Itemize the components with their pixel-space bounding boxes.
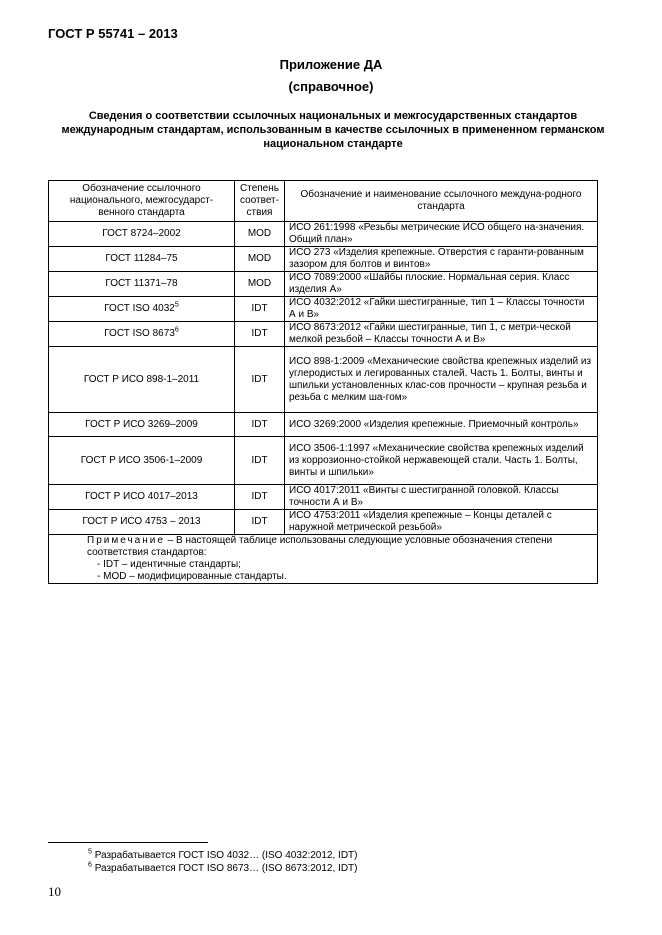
appendix-heading: Сведения о соответствии ссылочных национальных и межгосударственных стандартов международным стандартам, использованным в качестве ссылочных в примененном германском национальном стандарте: [61, 110, 605, 150]
footnote-number: 5: [88, 848, 92, 856]
table-row: [49, 485, 598, 510]
table-row: [49, 222, 598, 247]
header-degree: Степень соответ-ствия: [235, 181, 285, 222]
international-standard-cell: ИСО 8673:2012 «Гайки шестигранные, тип 1, с метри-ческой мелкой резьбой – Классы точности А и В»: [285, 322, 598, 347]
note-row: [49, 535, 598, 584]
table-row: [49, 437, 598, 485]
national-standard-code: ГОСТ Р ИСО 4017–2013: [85, 491, 198, 502]
international-standard-cell: ИСО 3506-1:1997 «Механические свойства крепежных изделий из коррозионно-стойкой нержавеющей стали. Часть 1. Болты, винты и шпильки»: [285, 437, 598, 485]
table-row: [49, 247, 598, 272]
national-standard-cell: [49, 222, 235, 247]
international-standard-cell: ИСО 898-1:2009 «Механические свойства крепежных изделий из углеродистых и легированных сталей. Часть 1. Болты, винты и шпильки установленных клас-сов прочности – крупная резьба и резьба с мелким ша-гом»: [285, 347, 598, 413]
footnote-6: [88, 863, 357, 874]
international-standard-cell: ИСО 261:1998 «Резьбы метрические ИСО общего на-значения. Общий план»: [285, 222, 598, 247]
degree-cell: MOD: [235, 222, 285, 247]
note-text: – В настоящей таблице использованы следующие условные обозначения степени соответствия стандартов:: [87, 535, 553, 558]
national-standard-code: ГОСТ 8724–2002: [102, 228, 181, 239]
appendix-title: Приложение ДА: [279, 57, 383, 72]
national-standard-cell: [49, 322, 235, 347]
header-international-standard: Обозначение и наименование ссылочного междуна-родного стандарта: [285, 181, 598, 222]
table-row: [49, 272, 598, 297]
note-item-idt: - IDT – идентичные стандарты;: [97, 559, 241, 570]
national-standard-code: ГОСТ 11371–78: [105, 278, 178, 289]
note-item-mod: - MOD – модифицированные стандарты.: [97, 571, 287, 582]
table-row: [49, 347, 598, 413]
table-note: [49, 535, 598, 584]
national-standard-cell: [49, 510, 235, 535]
degree-cell: IDT: [235, 347, 285, 413]
national-standard-code: ГОСТ 11284–75: [105, 253, 178, 264]
national-standard-code: ГОСТ ISO 4032: [104, 303, 175, 314]
footnote-ref: 6: [174, 326, 179, 334]
national-standard-cell: [49, 485, 235, 510]
footnote-ref: 5: [174, 301, 179, 309]
table-row: [49, 510, 598, 535]
national-standard-cell: [49, 347, 235, 413]
table-header-row: [49, 181, 598, 222]
national-standard-cell: [49, 247, 235, 272]
international-standard-cell: ИСО 273 «Изделия крепежные. Отверстия с гаранти-рованным зазором для болтов и винтов»: [285, 247, 598, 272]
national-standard-cell: [49, 437, 235, 485]
page-number: 10: [48, 884, 61, 899]
degree-cell: IDT: [235, 413, 285, 437]
header-national-standard: Обозначение ссылочного национального, межгосударст-венного стандарта: [49, 181, 235, 222]
degree-cell: IDT: [235, 297, 285, 322]
international-standard-cell: ИСО 4017:2011 «Винты с шестигранной головкой. Классы точности А и В»: [285, 485, 598, 510]
footnote-separator: [48, 842, 208, 843]
table-row: [49, 413, 598, 437]
document-header: ГОСТ Р 55741 – 2013: [48, 26, 178, 41]
correspondence-table: [48, 180, 598, 584]
note-label: Примечание: [87, 535, 165, 546]
table-row: [49, 297, 598, 322]
footnote-number: 6: [88, 861, 92, 869]
national-standard-cell: [49, 413, 235, 437]
national-standard-cell: [49, 272, 235, 297]
table-row: [49, 322, 598, 347]
international-standard-cell: ИСО 4032:2012 «Гайки шестигранные, тип 1 – Классы точности А и В»: [285, 297, 598, 322]
appendix-subtitle: (справочное): [288, 79, 374, 94]
international-standard-cell: ИСО 4753:2011 «Изделия крепежные – Концы деталей с наружной метрической резьбой»: [285, 510, 598, 535]
international-standard-cell: ИСО 3269:2000 «Изделия крепежные. Приемочный контроль»: [285, 413, 598, 437]
footnote-5: [88, 850, 357, 861]
international-standard-cell: ИСО 7089:2000 «Шайбы плоские. Нормальная серия. Класс изделия А»: [285, 272, 598, 297]
degree-cell: MOD: [235, 247, 285, 272]
national-standard-code: ГОСТ Р ИСО 898-1–2011: [83, 373, 200, 385]
footnote-text: Разрабатывается ГОСТ ISO 8673… (ISO 8673:2012, IDT): [94, 863, 358, 874]
national-standard-cell: [49, 297, 235, 322]
national-standard-code: ГОСТ ISO 8673: [104, 328, 175, 339]
national-standard-code: ГОСТ Р ИСО 4753 – 2013: [82, 516, 201, 527]
degree-cell: IDT: [235, 485, 285, 510]
national-standard-code: ГОСТ Р ИСО 3269–2009: [85, 418, 198, 430]
degree-cell: IDT: [235, 510, 285, 535]
national-standard-code: ГОСТ Р ИСО 3506-1–2009: [80, 454, 203, 466]
footnote-text: Разрабатывается ГОСТ ISO 4032… (ISO 4032:2012, IDT): [94, 850, 358, 861]
degree-cell: MOD: [235, 272, 285, 297]
degree-cell: IDT: [235, 322, 285, 347]
degree-cell: IDT: [235, 437, 285, 485]
